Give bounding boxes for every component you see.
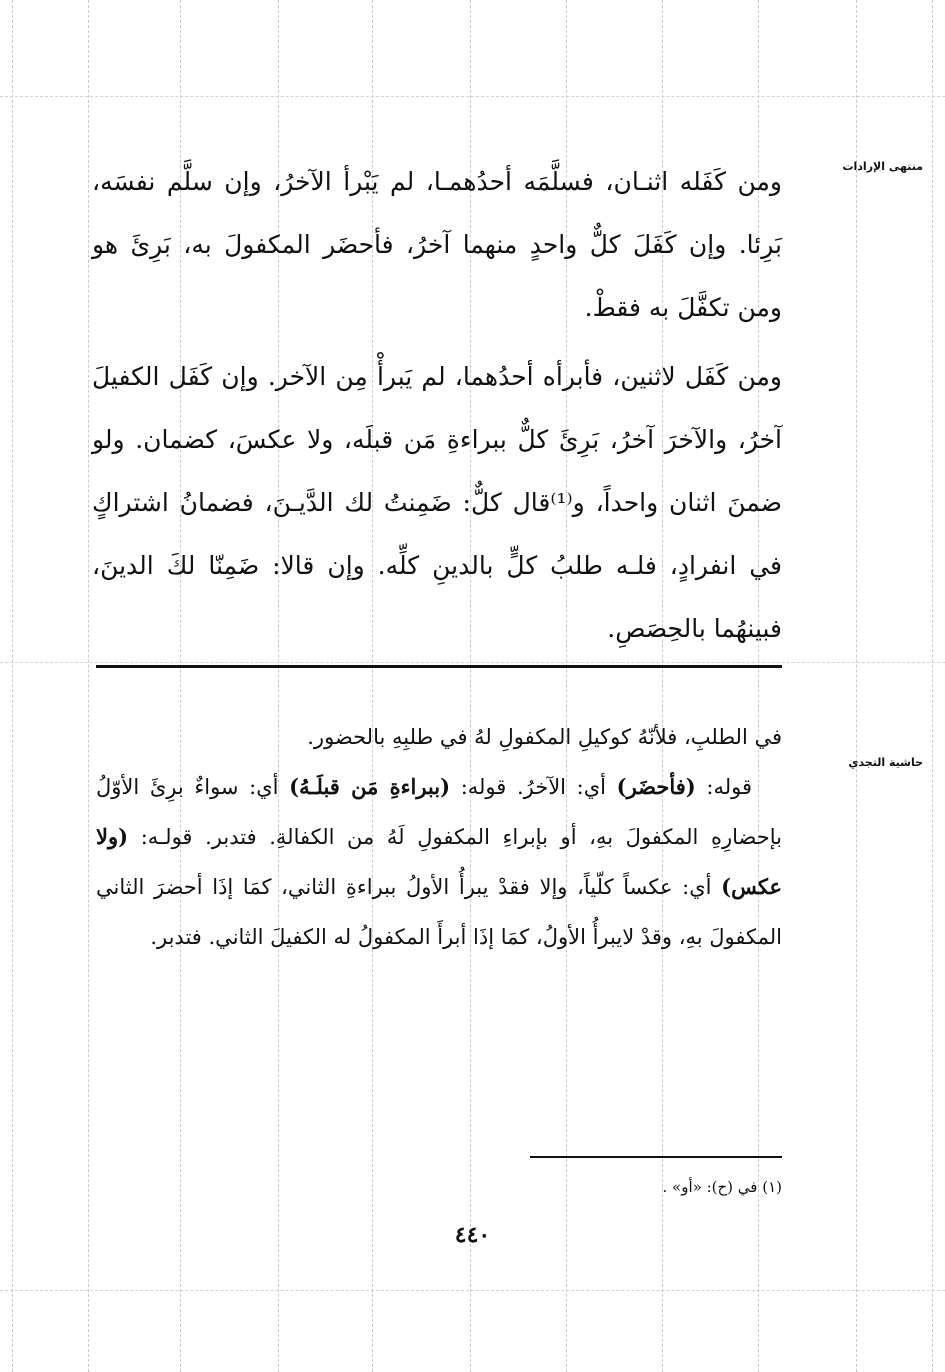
main-paragraph: ومن كَفَله اثنـان، فسلَّمَه أحدُهمـا، لم يَبْرأ الآخرُ، وإن سلَّم نفسَه، بَرِئا. وإن كَفَلَ كلٌّ واحدٍ منهما آخرُ، فأحضَر المكفولَ به، بَرِئَ هو ومن تكفَّلَ به فقطْ. — [92, 167, 782, 322]
side-label-matn: منتهى الإرادات — [842, 160, 923, 173]
scan-grid-line — [0, 1290, 945, 1291]
commentary-text: أي: سواءٌ برِئَ الأوّلُ بإحضارِهِ المكفولَ بهِ، أو بإبراءِ المكفولِ لَهُ من الكفالةِ. فتدبر. قولـه: — [96, 775, 782, 849]
page-number: ٤٤٠ — [454, 1222, 491, 1248]
scan-grid-line — [88, 0, 89, 1372]
commentary-text: أي: الآخرُ. قوله: — [450, 775, 617, 799]
main-text-block — [92, 150, 782, 660]
scan-grid-line — [856, 0, 857, 1372]
footnote: (١) في (ح): «أو» . — [662, 1178, 782, 1196]
quoted-term: (فأحضَر) — [616, 774, 696, 799]
quoted-term: (ببراءةِ مَن قبلَـهُ) — [289, 774, 451, 799]
scan-grid-line — [12, 0, 13, 1372]
commentary-block — [96, 712, 782, 962]
commentary-text: أي: عكساً كلّياً، وإلا فقدْ يبرأُ الأولُ ببراءةِ الثاني، كمَا إذَا أحضرَ الثاني المكفولَ بهِ، وقدْ لايبرأُ الأولُ، كمَا إذَا أبرأَ المكفولُ له الكفيلَ الثاني. فتدبر. — [96, 875, 782, 949]
commentary-paragraph — [96, 762, 782, 962]
main-paragraph: ومن كَفَل لاثنين، فأبرأه أحدُهما، لم يَبرأْ مِن الآخر. وإن كَفَل الكفيلَ آخرُ، والآخرَ آخرُ، بَرِئَ كلٌّ ببراءةِ مَن قبلَه، ولا عكسَ، كضمان. ولو ضمنَ اثنان واحداً، و⁽¹⁾قال كلٌّ: ضَمِنتُ لك الدَّيـنَ، فضمانُ اشتراكٍ في انفرادٍ، فلـه طلبُ كلٍّ بالدينِ كلِّه. وإن قالا: ضَمِنّا لكَ الدينَ، فبينهُما بالحِصَصِ. — [92, 362, 782, 643]
quoted-term: (ولا عكس) — [96, 824, 782, 899]
scan-grid-line — [0, 96, 945, 97]
footnote-rule — [530, 1156, 782, 1158]
commentary-text: قوله: — [695, 775, 752, 799]
scan-grid-line — [932, 0, 933, 1372]
scan-grid-line — [0, 662, 945, 663]
commentary-line: في الطلبِ، فلأنّهُ كوكيلِ المكفولِ لهُ في طلبِهِ بالحضور. — [307, 725, 782, 749]
side-label-hashiya: حاشية التجدي — [848, 756, 923, 769]
section-divider — [96, 665, 782, 668]
